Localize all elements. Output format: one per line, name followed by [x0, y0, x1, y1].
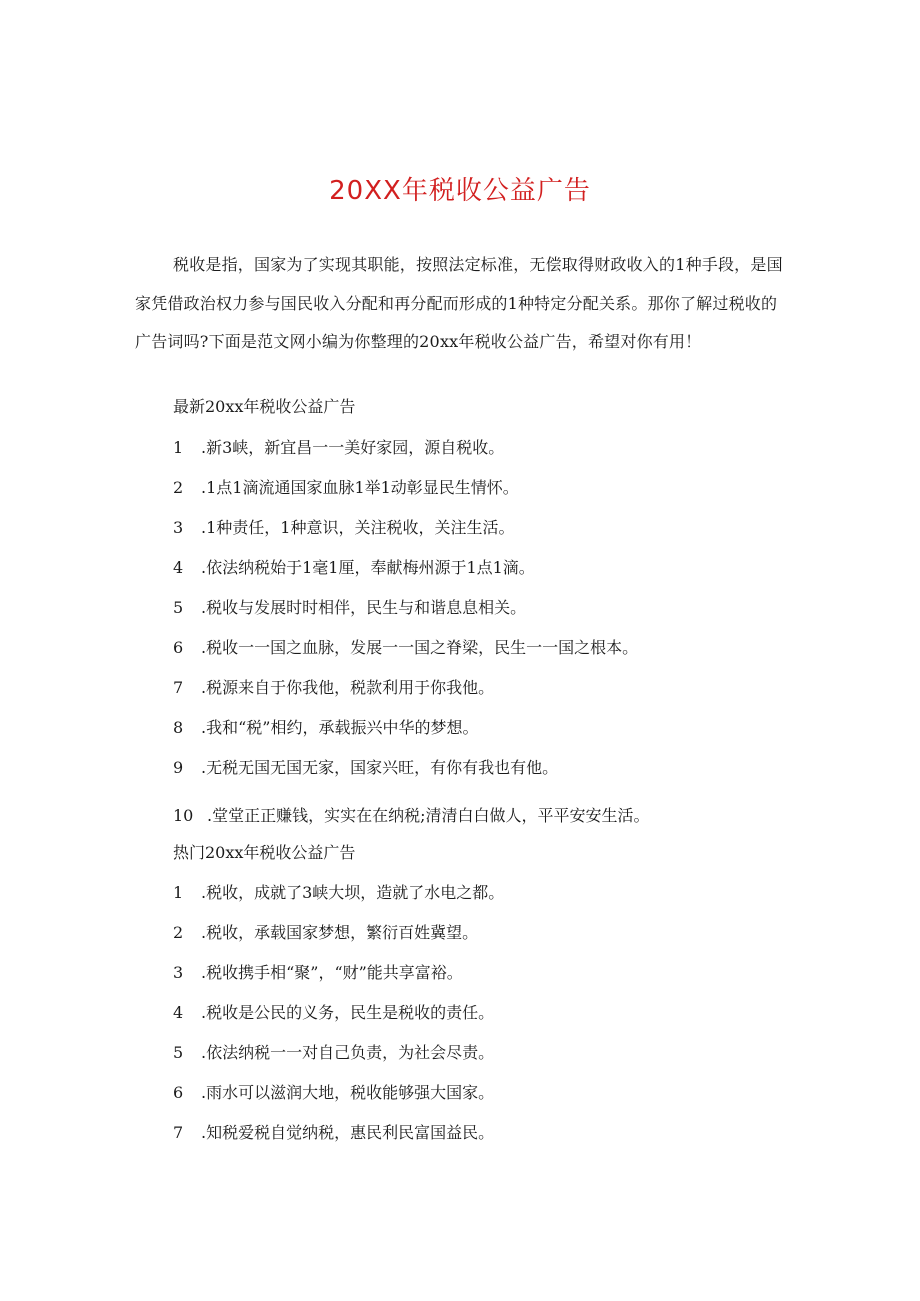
item-number: 3	[173, 518, 184, 537]
list-item	[173, 1001, 494, 1025]
item-number: 8	[173, 718, 184, 737]
list-item	[173, 1041, 494, 1065]
item-text: .税收与发展时时相伴，民生与和谐息息相关。	[201, 598, 527, 617]
item-number: 2	[173, 923, 184, 942]
list-item	[173, 1121, 494, 1145]
item-text: .知税爱税自觉纳税，惠民利民富国益民。	[201, 1123, 495, 1142]
item-text: .税收，承载国家梦想，繁衍百姓冀望。	[201, 923, 479, 942]
item-text: .无税无国无国无家，国家兴旺，有你有我也有他。	[201, 758, 559, 777]
item-number: 7	[173, 1123, 184, 1142]
list-item	[173, 756, 558, 780]
item-text: .税收一一国之血脉，发展一一国之脊梁，民生一一国之根本。	[201, 638, 639, 657]
item-number: 10	[173, 806, 194, 825]
item-text: .依法纳税一一对自己负责，为社会尽责。	[201, 1043, 495, 1062]
item-text: .1点1滴流通国家血脉1举1动彰显民生情怀。	[201, 478, 519, 497]
item-text: .我和“税”相约，承载振兴中华的梦想。	[201, 718, 479, 737]
item-text: .新3峡，新宜昌一一美好家园，源自税收。	[201, 438, 505, 457]
list-item	[173, 436, 504, 460]
item-number: 1	[173, 438, 184, 457]
list-item	[173, 716, 478, 740]
intro-paragraph: 税收是指，国家为了实现其职能，按照法定标准，无偿取得财政收入的1种手段，是国家凭借政治权力参与国民收入分配和再分配而形成的1种特定分配关系。那你了解过税收的广告词吗?下面是范文网小编为你整理的20xx年税收公益广告，希望对你有用！	[135, 255, 783, 351]
list-item	[173, 921, 478, 945]
list-item	[173, 636, 638, 660]
list-item	[173, 881, 504, 905]
item-number: 9	[173, 758, 184, 777]
item-text: .税收携手相“聚”，“财”能共享富裕。	[201, 963, 463, 982]
item-number: 6	[173, 638, 184, 657]
item-number: 4	[173, 1003, 184, 1022]
item-text: .税收是公民的义务，民生是税收的责任。	[201, 1003, 495, 1022]
item-number: 3	[173, 963, 184, 982]
item-number: 7	[173, 678, 184, 697]
document-title: 20XX年税收公益广告	[329, 176, 591, 206]
item-number: 5	[173, 598, 184, 617]
list-item	[173, 961, 463, 985]
item-text: .税收，成就了3峡大坝，造就了水电之都。	[201, 883, 505, 902]
section-heading-latest: 最新20xx年税收公益广告	[173, 397, 356, 416]
item-text: .1种责任，1种意识，关注税收，关注生活。	[201, 518, 515, 537]
list-item	[173, 1081, 494, 1105]
item-number: 6	[173, 1083, 184, 1102]
item-number: 5	[173, 1043, 184, 1062]
item-number: 4	[173, 558, 184, 577]
list-item	[173, 476, 519, 500]
item-text: .堂堂正正赚钱，实实在在纳税;清清白白做人，平平安安生活。	[207, 806, 650, 825]
item-number: 1	[173, 883, 184, 902]
item-text: .雨水可以滋润大地，税收能够强大国家。	[201, 1083, 495, 1102]
item-text: .依法纳税始于1毫1厘，奉献梅州源于1点1滴。	[201, 558, 535, 577]
item-number: 2	[173, 478, 184, 497]
item-text: .税源来自于你我他，税款利用于你我他。	[201, 678, 495, 697]
list-item	[173, 556, 535, 580]
section-heading-popular: 热门20xx年税收公益广告	[173, 843, 356, 862]
list-item	[173, 804, 649, 828]
list-item	[173, 516, 514, 540]
list-item	[173, 676, 494, 700]
list-item	[173, 596, 526, 620]
